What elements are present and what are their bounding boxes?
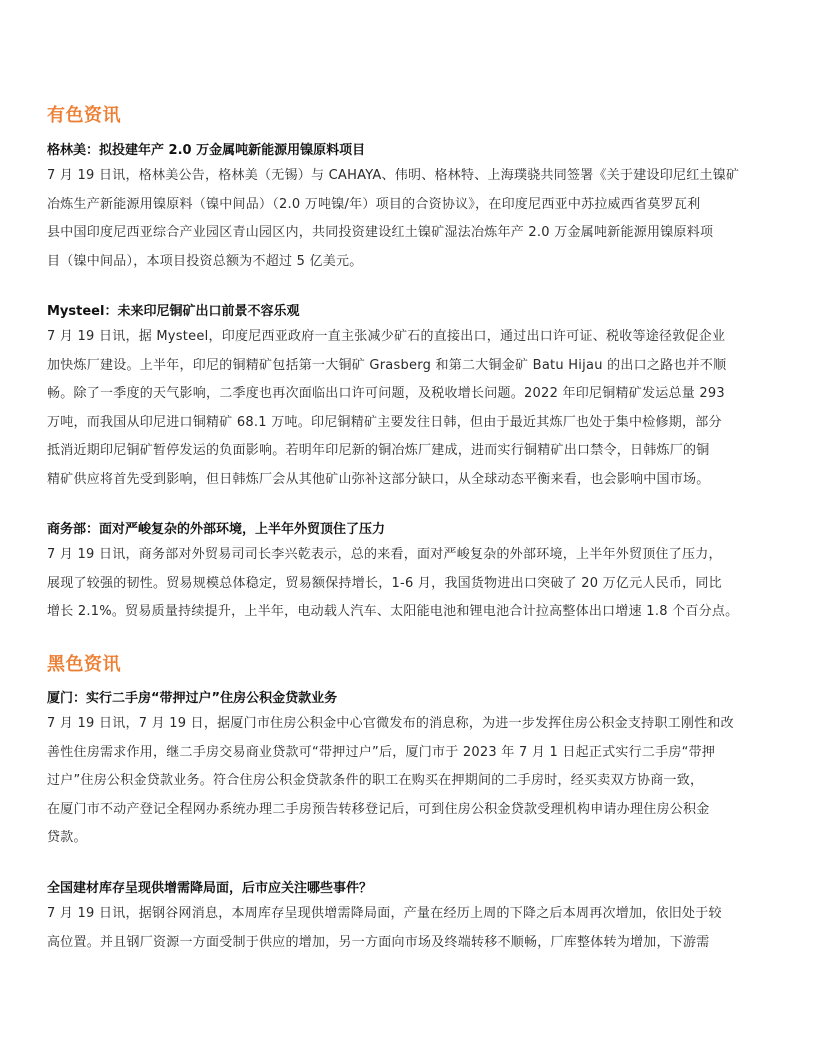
body-line: 7 月 19 日讯，据钢谷网消息，本周库存呈现供增需降局面，产量在经历上周的下降之后本周再次增加，依旧处于较 — [47, 906, 722, 921]
body-line: 加快炼厂建设。上半年，印尼的铜精矿包括第一大铜矿 Grasberg 和第二大铜金矿 Batu Hijau 的出口之路也并不顺 — [47, 357, 727, 373]
article-body-gem — [47, 162, 771, 276]
body-line: 7 月 19 日讯，商务部对外贸易司司长李兴乾表示，总的来看，面对严峻复杂的外部环境，上半年外贸顶住了压力， — [47, 547, 722, 562]
body-line: 过户”住房公积金贷款业务。符合住房公积金贷款条件的职工在购买在押期间的二手房时，经买卖双方协商一致， — [47, 773, 704, 788]
body-line: 善性住房需求作用，继二手房交易商业贷款可“带押过户”后，厦门市于 2023 年 7 月 1 日起正式实行二手房“带押 — [47, 744, 716, 760]
article-body-xiamen — [47, 710, 771, 853]
body-line: 冶炼生产新能源用镍原料（镍中间品）（2.0 万吨镍/年）项目的合资协议》，在印度尼西亚中苏拉威西省莫罗瓦利 — [47, 196, 701, 212]
body-line: 畅。除了一季度的天气影响，二季度也再次面临出口许可问题，及税收增长问题。2022 年印尼铜精矿发运总量 293 — [47, 386, 725, 401]
article-body-building-materials — [47, 900, 771, 957]
body-line: 万吨，而我国从印尼进口铜精矿 68.1 万吨。印尼铜精矿主要发往日韩，但由于最近其炼厂也处于集中检修期，部分 — [47, 414, 722, 430]
article-body-mofcom — [47, 541, 771, 627]
article-title-xiamen: 厦门：实行二手房“带押过户”住房公积金贷款业务 — [47, 691, 338, 706]
body-line: 展现了较强的韧性。贸易规模总体稳定，贸易额保持增长，1-6 月，我国货物进出口突破了 20 万亿元人民币，同比 — [47, 575, 722, 591]
body-line: 在厦门市不动产登记全程网办系统办理二手房预告转移登记后，可到住房公积金贷款受理机构申请办理住房公积金 — [47, 801, 710, 817]
body-line: 增长 2.1%。贸易质量持续提升，上半年，电动载人汽车、太阳能电池和锂电池合计拉高整体出口增速 1.8 个百分点。 — [47, 604, 739, 619]
body-line: 精矿供应将首先受到影响，但日韩炼厂会从其他矿山弥补这部分缺口，从全球动态平衡来看，也会影响中国市场。 — [47, 471, 710, 487]
body-line: 高位置。并且钢厂资源一方面受制于供应的增加，另一方面向市场及终端转移不顺畅，厂库整体转为增加，下游需 — [47, 934, 710, 950]
article-body-mysteel — [47, 323, 771, 494]
article-title-mysteel: Mysteel：未来印尼铜矿出口前景不容乐观 — [47, 304, 300, 319]
body-line: 贷款。 — [47, 830, 87, 845]
body-line: 目（镍中间品），本项目投资总额为不超过 5 亿美元。 — [47, 253, 363, 269]
body-line: 抵消近期印尼铜矿暂停发运的负面影响。若明年印尼新的铜冶炼厂建成，进而实行铜精矿出口禁令，日韩炼厂的铜 — [47, 443, 710, 458]
body-line: 县中国印度尼西亚综合产业园区青山园区内，共同投资建设红土镍矿湿法冶炼年产 2.0 万金属吨新能源用镍原料项 — [47, 225, 714, 240]
section-title-nonferrous: 有色资讯 — [47, 105, 121, 126]
article-title-building-materials: 全国建材库存呈现供增需降局面，后市应关注哪些事件？ — [47, 881, 373, 896]
article-title-mofcom: 商务部：面对严峻复杂的外部环境，上半年外贸顶住了压力 — [47, 522, 386, 537]
article-title-gem: 格林美：拟投建年产 2.0 万金属吨新能源用镍原料项目 — [47, 143, 366, 158]
body-line: 7 月 19 日讯，7 月 19 日，据厦门市住房公积金中心官微发布的消息称，为进一步发挥住房公积金支持职工刚性和改 — [47, 716, 734, 731]
section-title-ferrous: 黑色资讯 — [47, 654, 121, 675]
body-line: 7 月 19 日讯，据 Mysteel，印度尼西亚政府一直主张减少矿石的直接出口，通过出口许可证、税收等途径敦促企业 — [47, 329, 726, 344]
body-line: 7 月 19 日讯，格林美公告，格林美（无锡）与 CAHAYA、伟明、格林特、上海璞骁共同签署《关于建设印尼红土镍矿 — [47, 168, 740, 183]
